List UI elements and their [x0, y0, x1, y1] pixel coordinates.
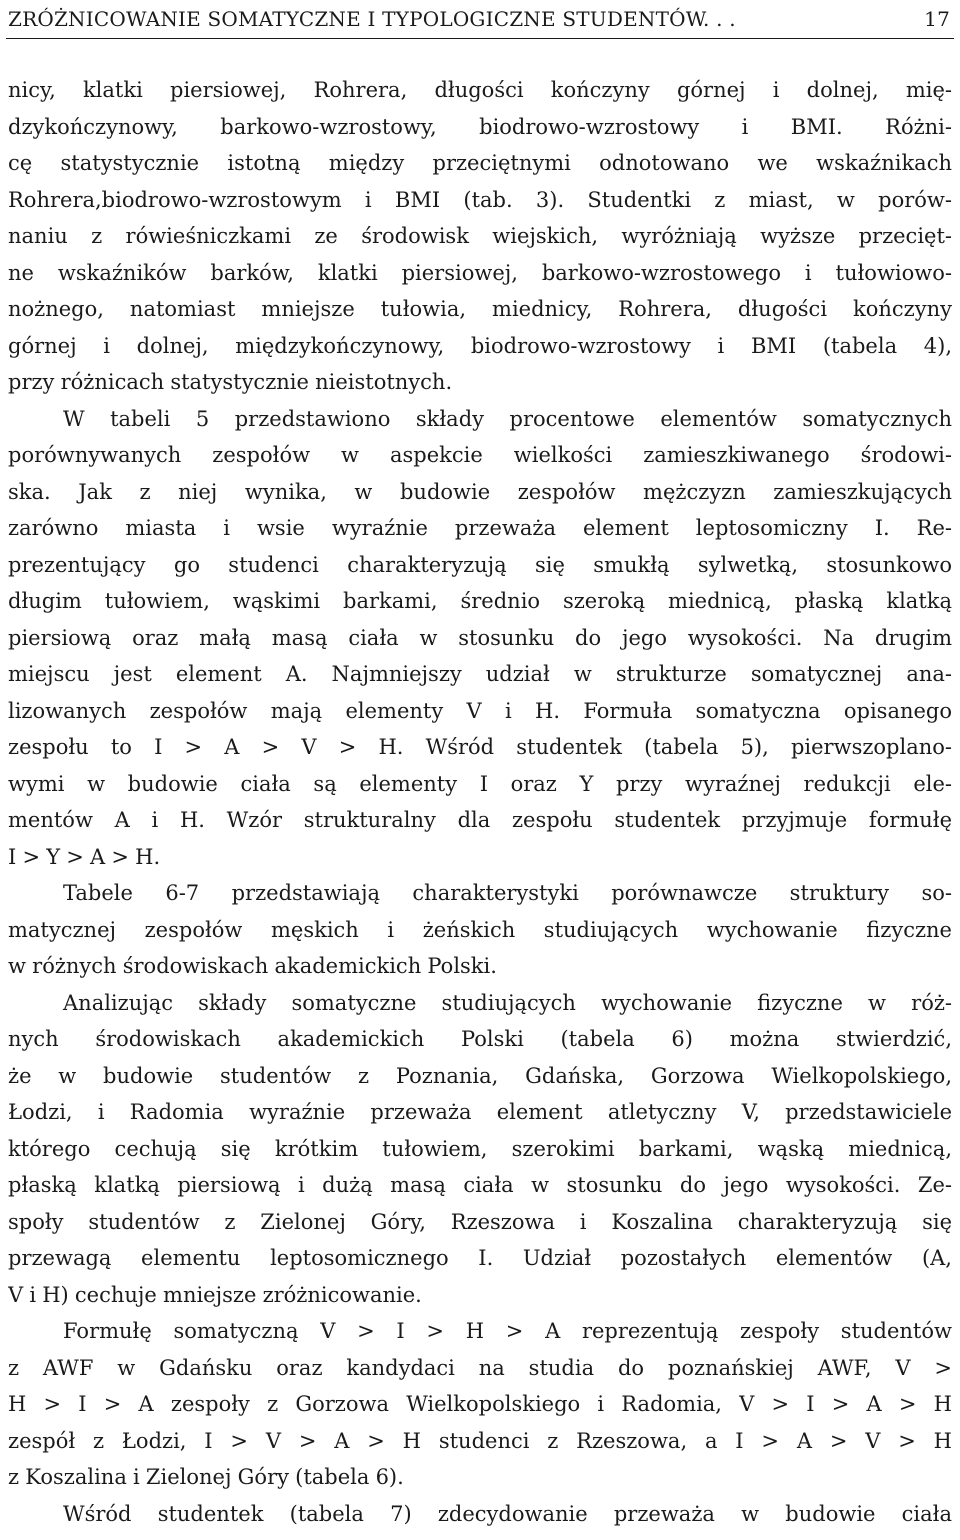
text-line: z AWF w Gdańsku oraz kandydaci na studia do poznańskiej AWF, V >: [8, 1355, 952, 1380]
header-rule: [6, 38, 954, 39]
text-line: Analizując składy somatyczne studiujących wychowanie fizyczne w róż-: [63, 990, 952, 1015]
text-line: V i H) cechuje mniejsze zróżnicowanie.: [8, 1282, 422, 1307]
running-title: ZRÓŻNICOWANIE SOMATYCZNE I TYPOLOGICZNE STUDENTÓW. . .: [8, 7, 736, 31]
text-line: Rohrera,biodrowo-wzrostowym i BMI (tab. 3). Studentki z miast, w porów-: [8, 187, 952, 212]
text-line: I > Y > A > H.: [8, 844, 161, 869]
text-line: którego cechują się krótkim tułowiem, szerokimi barkami, wąską miednicą,: [8, 1136, 952, 1161]
text-line: miejscu jest element A. Najmniejszy udział w strukturze somatycznej ana-: [8, 662, 952, 686]
text-line: w różnych środowiskach akademickich Polski.: [8, 954, 497, 978]
text-line: H > I > A zespoły z Gorzowa Wielkopolskiego i Radomia, V > I > A > H: [8, 1392, 952, 1416]
text-line: nicy, klatki piersiowej, Rohrera, długości kończyny górnej i dolnej, mię-: [8, 78, 952, 102]
text-line: z Koszalina i Zielonej Góry (tabela 6).: [8, 1465, 404, 1489]
text-line: piersiową oraz małą masą ciała w stosunku do jego wysokości. Na drugim: [8, 625, 952, 650]
text-line: zarówno miasta i wsie wyraźnie przeważa element leptosomiczny I. Re-: [8, 516, 952, 540]
text-line: nych środowiskach akademickich Polski (tabela 6) można stwierdzić,: [8, 1027, 952, 1051]
running-header: [8, 2, 952, 36]
text-line: płaską klatką piersiową i dużą masą ciała w stosunku do jego wysokości. Ze-: [8, 1173, 952, 1197]
text-line: lizowanych zespołów mają elementy V i H. Formuła somatyczna opisanego: [8, 698, 952, 723]
body-text: [8, 72, 952, 1532]
text-line: matycznej zespołów męskich i żeńskich studiujących wychowanie fizyczne: [8, 917, 952, 942]
text-line: porównywanych zespołów w aspekcie wielkości zamieszkiwanego środowi-: [8, 443, 952, 467]
text-line: zespołu to I > A > V > H. Wśród studentek (tabela 5), pierwszoplano-: [8, 735, 952, 759]
text-line: górnej i dolnej, międzykończynowy, biodrowo-wzrostowy i BMI (tabela 4),: [8, 333, 952, 358]
text-line: przy różnicach statystycznie nieistotnych.: [8, 370, 453, 394]
text-line: że w budowie studentów z Poznania, Gdańska, Gorzowa Wielkopolskiego,: [8, 1063, 952, 1088]
text-line: przewagą elementu leptosomicznego I. Udział pozostałych elementów (A,: [8, 1246, 952, 1270]
text-line: długim tułowiem, wąskimi barkami, średnio szeroką miednicą, płaską klatką: [8, 589, 952, 613]
text-line: dzykończynowy, barkowo-wzrostowy, biodrowo-wzrostowy i BMI. Różni-: [8, 114, 952, 139]
text-line: Tabele 6-7 przedstawiają charakterystyki porównawcze struktury so-: [63, 881, 952, 905]
text-line: naniu z rówieśniczkami ze środowisk wiejskich, wyróżniają wyższe przecięt-: [8, 224, 952, 248]
text-line: cę statystycznie istotną między przeciętnymi odnotowano we wskaźnikach: [8, 151, 952, 175]
text-line: Wśród studentek (tabela 7) zdecydowanie przeważa w budowie ciała: [63, 1501, 952, 1526]
page-number: 17: [924, 7, 950, 31]
text-line: wymi w budowie ciała są elementy I oraz Y przy wyraźnej redukcji ele-: [8, 771, 952, 796]
text-line: ne wskaźników barków, klatki piersiowej, barkowo-wzrostowego i tułowiowo-: [8, 260, 952, 285]
text-line: mentów A i H. Wzór strukturalny dla zespołu studentek przyjmuje formułę: [8, 808, 952, 832]
text-line: prezentujący go studenci charakteryzują się smukłą sylwetką, stosunkowo: [8, 552, 952, 577]
text-line: ska. Jak z niej wynika, w budowie zespołów mężczyzn zamieszkujących: [8, 479, 952, 504]
text-line: W tabeli 5 przedstawiono składy procentowe elementów somatycznych: [63, 406, 952, 431]
text-line: Formułę somatyczną V > I > H > A reprezentują zespoły studentów: [63, 1319, 952, 1343]
text-line: nożnego, natomiast mniejsze tułowia, miednicy, Rohrera, długości kończyny: [8, 297, 952, 321]
text-line: społy studentów z Zielonej Góry, Rzeszowa i Koszalina charakteryzują się: [8, 1209, 952, 1234]
text-line: Łodzi, i Radomia wyraźnie przeważa element atletyczny V, przedstawiciele: [8, 1100, 952, 1124]
text-line: zespół z Łodzi, I > V > A > H studenci z Rzeszowa, a I > A > V > H: [8, 1428, 952, 1453]
